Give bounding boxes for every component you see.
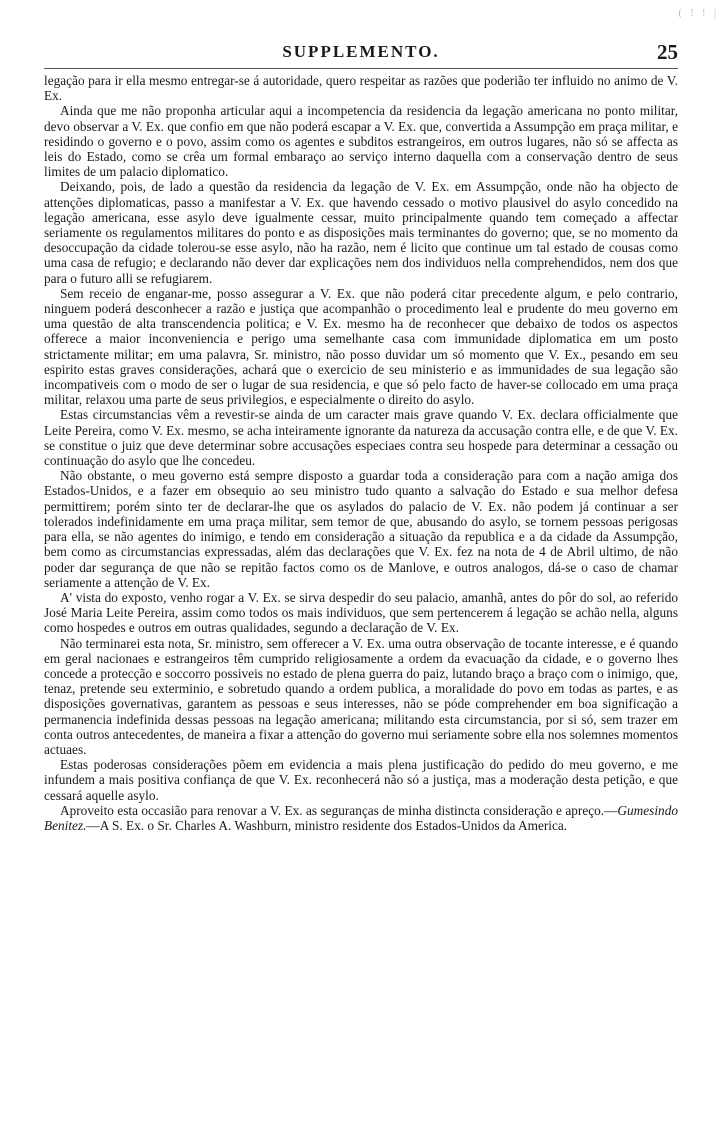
page-header <box>44 40 678 69</box>
paragraph: Sem receio de enganar-me, posso assegurar a V. Ex. que não poderá citar precedente algum, e pelo contrario, ninguem poderá desconhecer a razão e justiça que acompanhão o procedimento leal e prudente do meu governo em uma questão de alta transcendencia politica; e V. Ex. mesmo ha de reconhecer que debaixo de todos os aspectos offerece a maior inconveniencia e perigo uma semelhante casa com immunidade diplomatica em um posto strictamente militar; em uma palavra, Sr. ministro, não posso duvidar um só momento que V. Ex., pesando em seu espirito estas graves considerações, achará que o exercicio de seu ministerio e as immunidades de sua legação são incompativeis com o modo de ser o lugar de sua residencia, e que só pelo facto de haver-se collocado em uma praça militar, relaxou uma parte de seus privilegios, e especialmente o direito do asylo. <box>44 285 678 408</box>
page-number: 25 <box>657 40 678 64</box>
paragraph: Deixando, pois, de lado a questão da residencia da legação de V. Ex. em Assumpção, onde não ha objecto de attenções diplomaticas, passo a manifestar a V. Ex. que havendo cessado o motivo plausivel do asylo concedido na legação americana, esse asylo deve igualmente cessar, muito principalmente quando tem começado a affectar seriamente os regulamentos militares do ponto e as disposições mais terminantes do governo; que, se no momento da desoccupação da cidade tolerou-se esse asylo, não ha razão, nem é licito que continue um tal estado de cousas como uma casa de refugio; e declarando não dever dar explicações nem dos individuos nella comprehendidos, nem dos que para o futuro alli se refugiarem. <box>44 179 678 286</box>
paragraph: legação para ir ella mesmo entregar-se á autoridade, quero respeitar as razões que poderião ter influido no animo de V. Ex. <box>44 73 678 104</box>
corner-mark: ( ! ! | <box>678 8 719 19</box>
document-page <box>44 40 678 833</box>
paragraph: Estas poderosas considerações põem em evidencia a mais plena justificação do pedido do meu governo, e me infundem a mais positiva confiança de que V. Ex. reconhecerá não só a justiça, mas a moderação desta petição, e que cessará aquelle asylo. <box>44 757 678 803</box>
paragraph: Não terminarei esta nota, Sr. ministro, sem offerecer a V. Ex. uma outra observação de tocante interesse, e é quando em geral nacionaes e estrangeiros têm cumprido religiosamente a ordem da evacuação da cidade, e o governo lhes concede a protecção e soccorro possiveis no estado de plena guerra do paiz, lutando braço a braço com o inimigo, que, tenaz, pretende seu exterminio, e sobretudo quando a ordem publica, a moralidade do povo em todas as partes, e as disposições governativas, garantem as pessoas e seus interesses, não se póde comprehender em boa significação a permanencia indefinida dessas pessoas na legação americana; militando esta circumstancia, por si só, sem trazer em conta outros antecedentes, de maneira a fixar a attenção do governo mui seriamente sobre ella nos solemnes momentos actuaes. <box>44 635 678 757</box>
paragraph: Ainda que me não proponha articular aqui a incompetencia da residencia da legação americana no ponto militar, devo observar a V. Ex. que confio em que não poderá escapar a V. Ex. que, convertida a Assumpção em praça militar, e residindo o governo e o povo, assim como os agentes e subditos estrangeiros, em outros lugares, não só se affecta as leis do Estado, como se crêa um formal embaraço ao serviço interno daquella com a conservação dentro de seus limites de um palacio diplomatico. <box>44 103 678 180</box>
paragraph: A' vista do exposto, venho rogar a V. Ex. se sirva despedir do seu palacio, amanhã, antes do pôr do sol, ao referido José Maria Leite Pereira, assim como todos os mais individuos, que sem pertencerem á legação se achão nella, alguns como hospedes e outros em outras qualidades, segundo a declaração de V. Ex. <box>44 589 678 636</box>
closing-paragraph <box>44 803 678 833</box>
signature: Gumesindo Benitez. <box>44 802 678 833</box>
addressee: —A S. Ex. o Sr. Charles A. Washburn, ministro residente dos Estados-Unidos da America. <box>86 817 568 833</box>
paragraph: Estas circumstancias vêm a revestir-se ainda de um caracter mais grave quando V. Ex. declara officialmente que Leite Pereira, como V. Ex. mesmo, se acha inteiramente ignorante da natureza da accusação contra elle, e de que V. Ex. se constitue o juiz que deve determinar sobre accusações especiaes contra seu hospede para determinar a cessação ou continuação do asylo que lhe concedeu. <box>44 407 678 469</box>
closing-text: Aproveito esta occasião para renovar a V. Ex. as seguranças de minha distincta consideração e apreço.— <box>60 802 618 818</box>
body-text <box>44 73 678 833</box>
page-title: SUPPLEMENTO. <box>282 42 440 61</box>
paragraph: Não obstante, o meu governo está sempre disposto a guardar toda a consideração para com a nação amiga dos Estados-Unidos, e a fazer em obsequio ao seu ministro tudo quanto a salvação do Estado e sua melhor defesa permittirem; porém sinto ter de declarar-lhe que os asylados do palacio de V. Ex. não podem já continuar a ser tolerados indefinidamente em uma praça militar, sem temor de que, abusando do asylo, se tornem pessoas perigosas para ella, se não agentes do inimigo, e tendo em consideração a situação da republica e a da cidade da Assumpção, bem como as circumstancias expressadas, além das declarações que V. Ex. fez na nota de 4 de Abril ultimo, de não poder dar segurança de que não se repitão factos como os de Manlove, e outros analogos, dá-se o caso de chamar seriamente a attenção de V. Ex. <box>44 468 678 590</box>
